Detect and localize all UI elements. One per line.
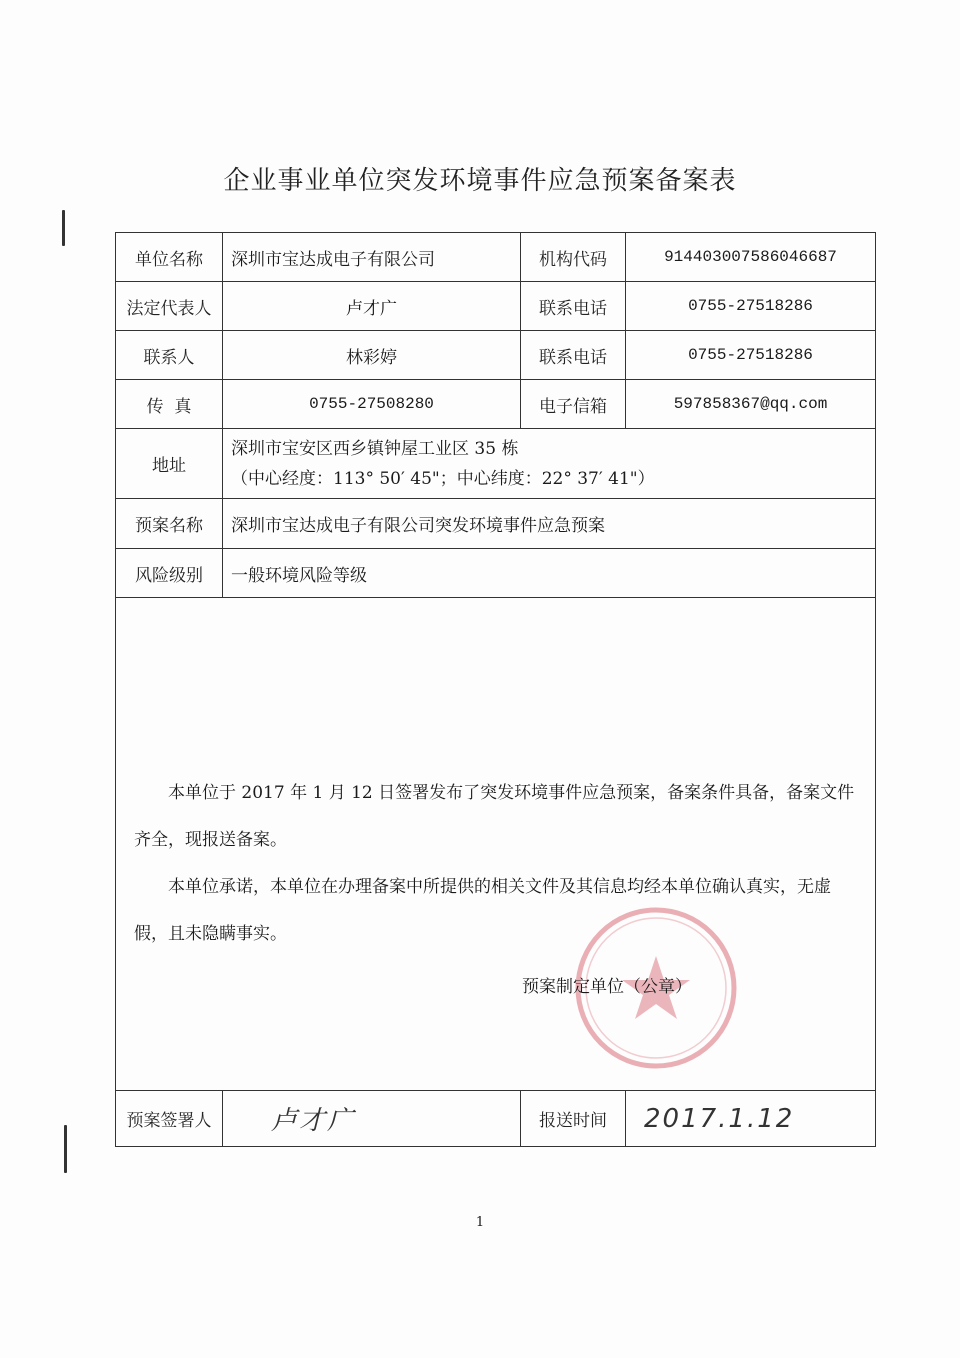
label-plan-name: 预案名称 — [116, 499, 223, 549]
row-legal-rep — [116, 282, 876, 331]
row-fax — [116, 380, 876, 429]
value-email: 597858367@qq.com — [626, 380, 876, 429]
value-contact-phone: 0755-27518286 — [626, 331, 876, 380]
value-legal-rep-phone: 0755-27518286 — [626, 282, 876, 331]
row-signature — [116, 1091, 876, 1147]
label-plan-signer: 预案签署人 — [116, 1091, 223, 1147]
seal-label: 预案制定单位（公章） — [522, 977, 692, 997]
label-address: 地址 — [116, 429, 223, 499]
statement-paragraph-2: 本单位承诺，本单位在办理备案中所提供的相关文件及其信息均经本单位确认真实，无虚假，且未隐瞒事实。 — [134, 877, 831, 944]
statement-paragraph-1: 本单位于 2017 年 1 月 12 日签署发布了突发环境事件应急预案，备案条件具备，备案文件齐全，现报送备案。 — [134, 783, 855, 850]
value-legal-rep: 卢才广 — [223, 282, 521, 331]
label-risk-level: 风险级别 — [116, 549, 223, 598]
statement-cell — [116, 598, 876, 1091]
value-plan-signer — [223, 1091, 521, 1147]
page-title: 企业事业单位突发环境事件应急预案备案表 — [223, 166, 737, 196]
label-unit-name: 单位名称 — [116, 233, 223, 282]
value-plan-name: 深圳市宝达成电子有限公司突发环境事件应急预案 — [223, 499, 876, 549]
label-org-code: 机构代码 — [521, 233, 626, 282]
row-risk-level — [116, 549, 876, 598]
address-line: 深圳市宝安区西乡镇钟屋工业区 35 栋 — [231, 438, 519, 459]
filing-form-table — [115, 232, 876, 1147]
page-number: 1 — [475, 1215, 485, 1230]
label-contact: 联系人 — [116, 331, 223, 380]
value-address — [223, 429, 876, 499]
row-unit — [116, 233, 876, 282]
label-email: 电子信箱 — [521, 380, 626, 429]
label-contact-phone: 联系电话 — [521, 331, 626, 380]
value-unit-name: 深圳市宝达成电子有限公司 — [223, 233, 521, 282]
margin-mark — [62, 210, 65, 246]
coordinates-line: （中心经度：113° 50′ 45"；中心纬度：22° 37′ 41"） — [231, 468, 655, 489]
margin-mark — [64, 1125, 67, 1173]
value-fax: 0755-27508280 — [223, 380, 521, 429]
value-org-code: 914403007586046687 — [626, 233, 876, 282]
label-legal-rep-phone: 联系电话 — [521, 282, 626, 331]
row-address — [116, 429, 876, 499]
value-risk-level: 一般环境风险等级 — [223, 549, 876, 598]
statement-text — [124, 730, 867, 958]
label-submit-time: 报送时间 — [521, 1091, 626, 1147]
label-fax: 传 真 — [116, 380, 223, 429]
row-contact — [116, 331, 876, 380]
submit-date-handwritten: 2017.1.12 — [644, 1103, 795, 1134]
signer-signature: 卢才广 — [271, 1106, 356, 1136]
value-contact: 林彩婷 — [223, 331, 521, 380]
label-legal-rep: 法定代表人 — [116, 282, 223, 331]
row-statement — [116, 598, 876, 1091]
row-plan-name — [116, 499, 876, 549]
value-submit-time — [626, 1091, 876, 1147]
